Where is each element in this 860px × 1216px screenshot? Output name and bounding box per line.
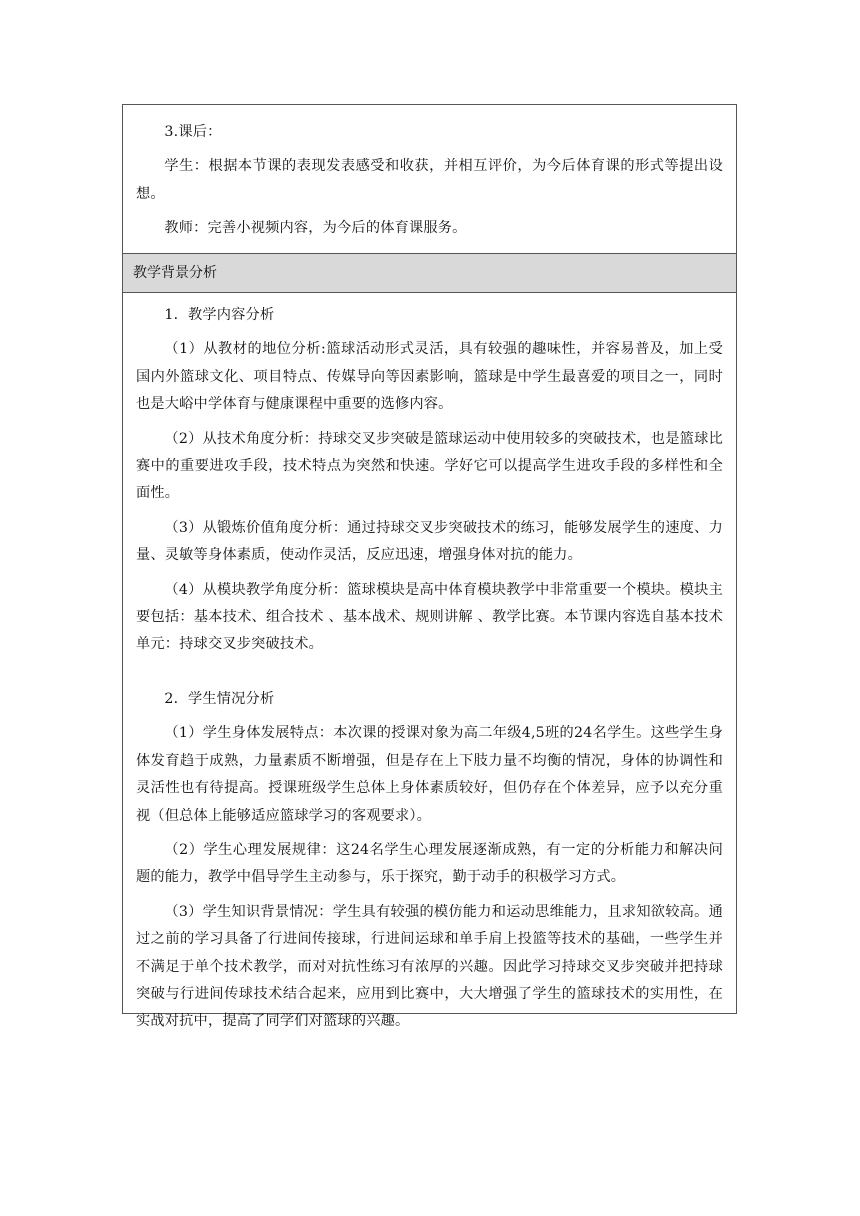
content-analysis-item-4: （4）从模块教学角度分析：篮球模块是高中体育模块教学中非常重要一个模块。模块主要包括：基本技术、组合技术 、基本战术、规则讲解 、教学比赛。本节课内容选自基本技术单元：持球交叉步突破技术。	[136, 581, 723, 653]
lesson-plan-table	[122, 104, 737, 1030]
after-class-heading: 3.课后：	[164, 124, 222, 140]
after-class-student-paragraph: 学生：根据本节课的表现发表感受和收获，并相互评价，为今后体育课的形式等提出设想。	[136, 158, 723, 202]
student-analysis-item-1: （1）学生身体发展特点：本次课的授课对象为高二年级4,5班的24名学生。这些学生身体发育趋于成熟，力量素质不断增强，但是存在上下肢力量不均衡的情况，身体的协调性和灵活性也有待提高。授课班级学生总体上身体素质较好，但仍存在个体差异，应予以充分重视（但总体上能够适应篮球学习的客观要求）。	[136, 725, 723, 824]
content-analysis-heading: 1．教学内容分析	[164, 307, 275, 323]
content-analysis-item-2: （2）从技术角度分析：持球交叉步突破是篮球运动中使用较多的突破技术，也是篮球比赛中的重要进攻手段，技术特点为突然和快速。学好它可以提高学生进攻手段的多样性和全面性。	[136, 430, 723, 502]
after-class-teacher-paragraph: 教师：完善小视频内容，为今后的体育课服务。	[164, 220, 467, 237]
after-class-cell	[123, 105, 736, 254]
content-analysis-item-3: （3）从锻炼价值角度分析：通过持球交叉步突破技术的练习，能够发展学生的速度、力量、灵敏等身体素质，使动作灵活，反应迅速，增强身体对抗的能力。	[136, 519, 723, 564]
teaching-background-cell	[123, 293, 736, 1030]
content-analysis-item-1: （1）从教材的地位分析:篮球活动形式灵活，具有较强的趣味性，并容易普及，加上受国内外篮球文化、项目特点、传媒导向等因素影响，篮球是中学生最喜爱的项目之一，同时也是大峪中学体育与健康课程中重要的选修内容。	[136, 341, 723, 413]
student-analysis-item-2: （2）学生心理发展规律：这24名学生心理发展逐渐成熟，有一定的分析能力和解决问题的能力，教学中倡导学生主动参与，乐于探究，勤于动手的积极学习方式。	[136, 841, 723, 886]
student-analysis-item-3: （3）学生知识背景情况：学生具有较强的模仿能力和运动思维能力，且求知欲较高。通过之前的学习具备了行进间传接球，行进间运球和单手肩上投篮等技术的基础，一些学生并不满足于单个技术教学，而对对抗性练习有浓厚的兴趣。因此学习持球交叉步突破并把持球突破与行进间传球技术结合起来，应用到比赛中，大大增强了学生的篮球技术的实用性，在实战对抗中，提高了同学们对篮球的兴趣。	[136, 903, 723, 1030]
section-header-teaching-background: 教学背景分析	[123, 254, 736, 293]
student-analysis-heading: 2．学生情况分析	[164, 690, 275, 707]
